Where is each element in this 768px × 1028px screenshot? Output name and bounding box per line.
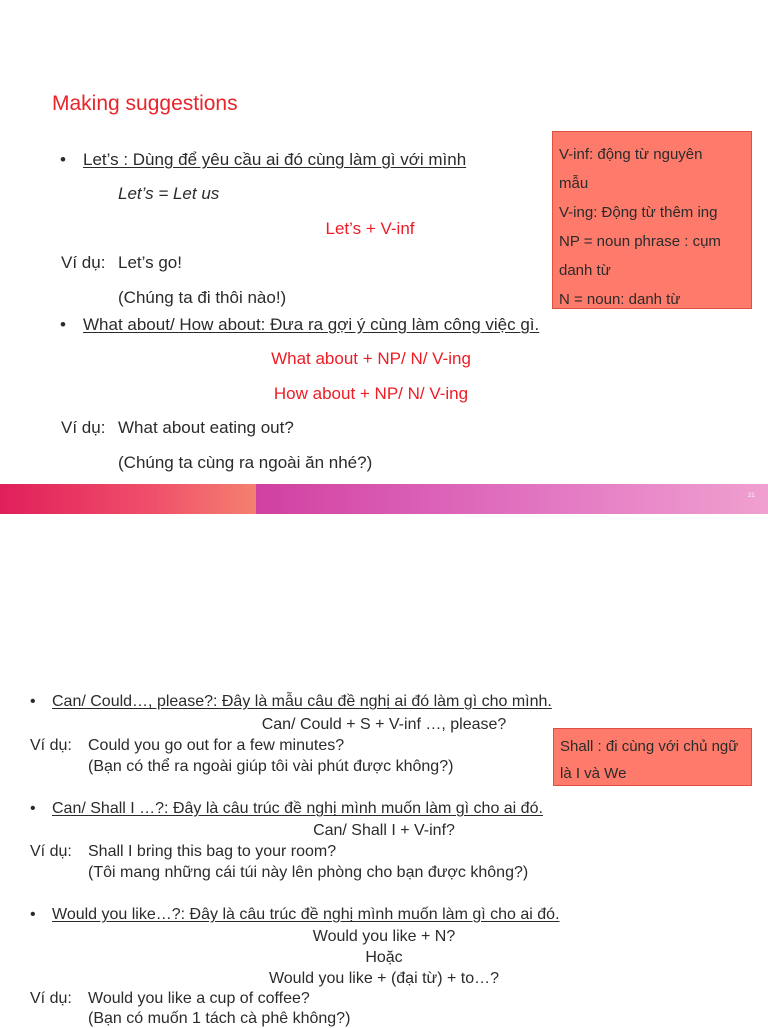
note-line: N = noun: danh từ [559,291,681,308]
formula-or: Hoặc [365,949,403,966]
note-line: V-inf: động từ nguyên [559,146,703,163]
example-label: Ví dụ: [30,843,72,860]
bullet-dot: • [60,150,66,169]
note-line: danh từ [559,262,611,279]
slide-title: Making suggestions [52,92,238,115]
note-line: là I và We [560,765,627,782]
formula-would-you-like-to: Would you like + (đại từ) + to…? [268,970,500,987]
example-label: Ví dụ: [61,253,106,272]
bullet-dot: • [30,906,36,923]
example-vi: (Tôi mang những cái túi này lên phòng cho bạn được không?) [88,864,529,881]
lets-equivalent: Let’s = Let us [118,184,220,203]
bullet-can-shall: Can/ Shall I …?: Đây là câu trúc đề nghị mình muốn làm gì cho ai đó. [52,800,543,817]
example-label: Ví dụ: [30,737,72,754]
example-label: Ví dụ: [30,990,72,1007]
bullet-dot: • [30,800,36,817]
bullet-dot: • [30,693,36,710]
bullet-lets: Let’s : Dùng để yêu cầu ai đó cùng làm gì với mình [83,150,467,169]
footer-band-left [0,484,256,514]
example-en: Shall I bring this bag to your room? [88,843,337,860]
bullet-can-could: Can/ Could…, please?: Đây là mẫu câu đề nghị ai đó làm gì cho mình. [52,693,552,710]
formula-how-about: How about + NP/ N/ V-ing [273,384,469,403]
example-vi: (Chúng ta cùng ra ngoài ăn nhé?) [118,453,373,472]
example-en: What about eating out? [118,418,294,437]
example-vi: (Bạn có thể ra ngoài giúp tôi vài phút được không?) [88,758,454,775]
note-line: Shall : đi cùng với chủ ngữ [560,738,739,755]
example-vi: (Chúng ta đi thôi nào!) [118,288,287,307]
example-en: Let’s go! [118,253,182,272]
page-number: 21 [748,493,755,499]
slide-1 [0,0,768,512]
footer-band-right [256,484,768,514]
bullet-dot: • [60,315,66,334]
vocabulary-note-box [552,131,752,309]
formula-what-about: What about + NP/ N/ V-ing [271,349,471,368]
example-vi: (Bạn có muốn 1 tách cà phê không?) [88,1010,351,1027]
bullet-would-you-like: Would you like…?: Đây là câu trúc đề nghị mình muốn làm gì cho ai đó. [52,906,560,923]
example-en: Could you go out for a few minutes? [88,737,345,754]
formula-lets: Let’s + V-inf [325,219,415,238]
formula-can-could: Can/ Could + S + V-inf …, please? [261,716,507,733]
formula-would-you-like-n: Would you like + N? [312,928,456,945]
bullet-what-about: What about/ How about: Đưa ra gợi ý cùng làm công việc gì. [83,315,540,334]
note-line: V-ing: Động từ thêm ing [559,204,718,221]
formula-can-shall: Can/ Shall I + V-inf? [313,822,455,839]
shall-note-box [553,728,752,786]
note-line: NP = noun phrase : cụm [559,233,721,250]
example-en: Would you like a cup of coffee? [88,990,310,1007]
example-label: Ví dụ: [61,418,106,437]
note-line: mẫu [559,175,589,192]
